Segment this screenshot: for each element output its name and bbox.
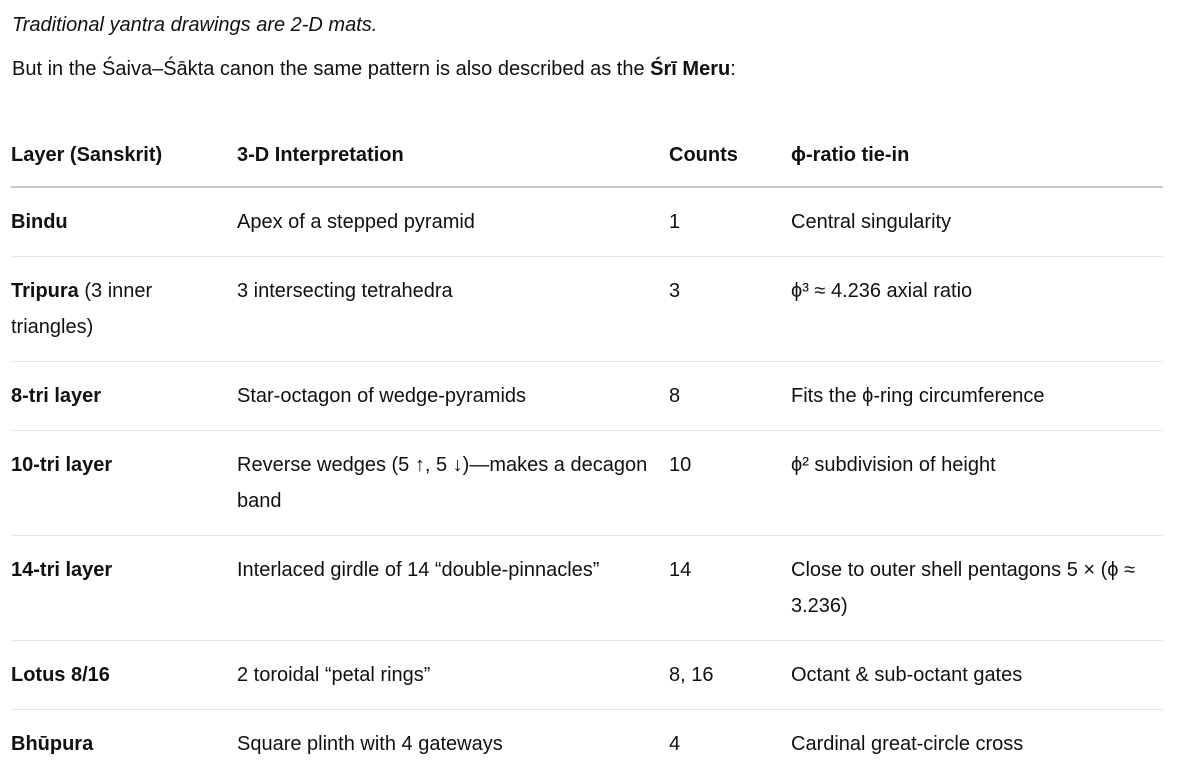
- intro-line-2-prefix: But in the Śaiva–Śākta canon the same pattern is also described as the: [12, 58, 650, 80]
- layer-name: Tripura: [11, 280, 79, 302]
- sri-meru-term: Śrī Meru: [650, 58, 730, 80]
- layer-cell: [11, 257, 237, 362]
- interpretation-cell: 2 toroidal “petal rings”: [237, 641, 669, 710]
- header-layer: Layer (Sanskrit): [11, 132, 237, 187]
- counts-cell: 14: [669, 536, 791, 641]
- layer-name: Lotus 8/16: [11, 664, 110, 686]
- table-row: [11, 431, 1163, 536]
- interpretation-cell: Apex of a stepped pyramid: [237, 187, 669, 257]
- table-row: [11, 536, 1163, 641]
- phi-cell: Central singularity: [791, 187, 1163, 257]
- table-row: [11, 710, 1163, 778]
- table-row: [11, 362, 1163, 431]
- counts-cell: 1: [669, 187, 791, 257]
- layer-name: Bindu: [11, 211, 68, 233]
- layer-cell: [11, 641, 237, 710]
- layer-name: 8-tri layer: [11, 385, 101, 407]
- header-phi-ratio: ϕ-ratio tie-in: [791, 132, 1163, 187]
- phi-cell: Fits the ϕ-ring circumference: [791, 362, 1163, 431]
- table-header-row: [11, 132, 1163, 187]
- layer-cell: [11, 710, 237, 778]
- phi-cell: ϕ² subdivision of height: [791, 431, 1163, 536]
- sri-meru-layers-table: [11, 132, 1163, 778]
- counts-cell: 10: [669, 431, 791, 536]
- phi-cell: ϕ³ ≈ 4.236 axial ratio: [791, 257, 1163, 362]
- intro-line-1: Traditional yantra drawings are 2-D mats.: [12, 10, 736, 40]
- layer-cell: [11, 362, 237, 431]
- interpretation-cell: Reverse wedges (5 ↑, 5 ↓)—makes a decagon band: [237, 431, 669, 536]
- phi-cell: Octant & sub-octant gates: [791, 641, 1163, 710]
- phi-cell: Cardinal great-circle cross: [791, 710, 1163, 778]
- counts-cell: 4: [669, 710, 791, 778]
- layer-name: Bhūpura: [11, 733, 93, 755]
- layer-cell: [11, 187, 237, 257]
- counts-cell: 3: [669, 257, 791, 362]
- interpretation-cell: 3 intersecting tetrahedra: [237, 257, 669, 362]
- counts-cell: 8: [669, 362, 791, 431]
- counts-cell: 8, 16: [669, 641, 791, 710]
- layer-name: 10-tri layer: [11, 454, 112, 476]
- header-counts: Counts: [669, 132, 791, 187]
- layer-note: (3 inner triangles): [11, 280, 152, 338]
- layer-name: 14-tri layer: [11, 559, 112, 581]
- phi-cell: Close to outer shell pentagons 5 × (ϕ ≈ 3.236): [791, 536, 1163, 641]
- intro-line-2-suffix: :: [730, 58, 736, 80]
- table-row: [11, 187, 1163, 257]
- intro-text: [12, 10, 736, 84]
- layer-cell: [11, 431, 237, 536]
- table-row: [11, 641, 1163, 710]
- layer-cell: [11, 536, 237, 641]
- header-interpretation: 3-D Interpretation: [237, 132, 669, 187]
- interpretation-cell: Square plinth with 4 gateways: [237, 710, 669, 778]
- interpretation-cell: Interlaced girdle of 14 “double-pinnacles”: [237, 536, 669, 641]
- table-row: [11, 257, 1163, 362]
- intro-line-2: [12, 54, 736, 84]
- interpretation-cell: Star-octagon of wedge-pyramids: [237, 362, 669, 431]
